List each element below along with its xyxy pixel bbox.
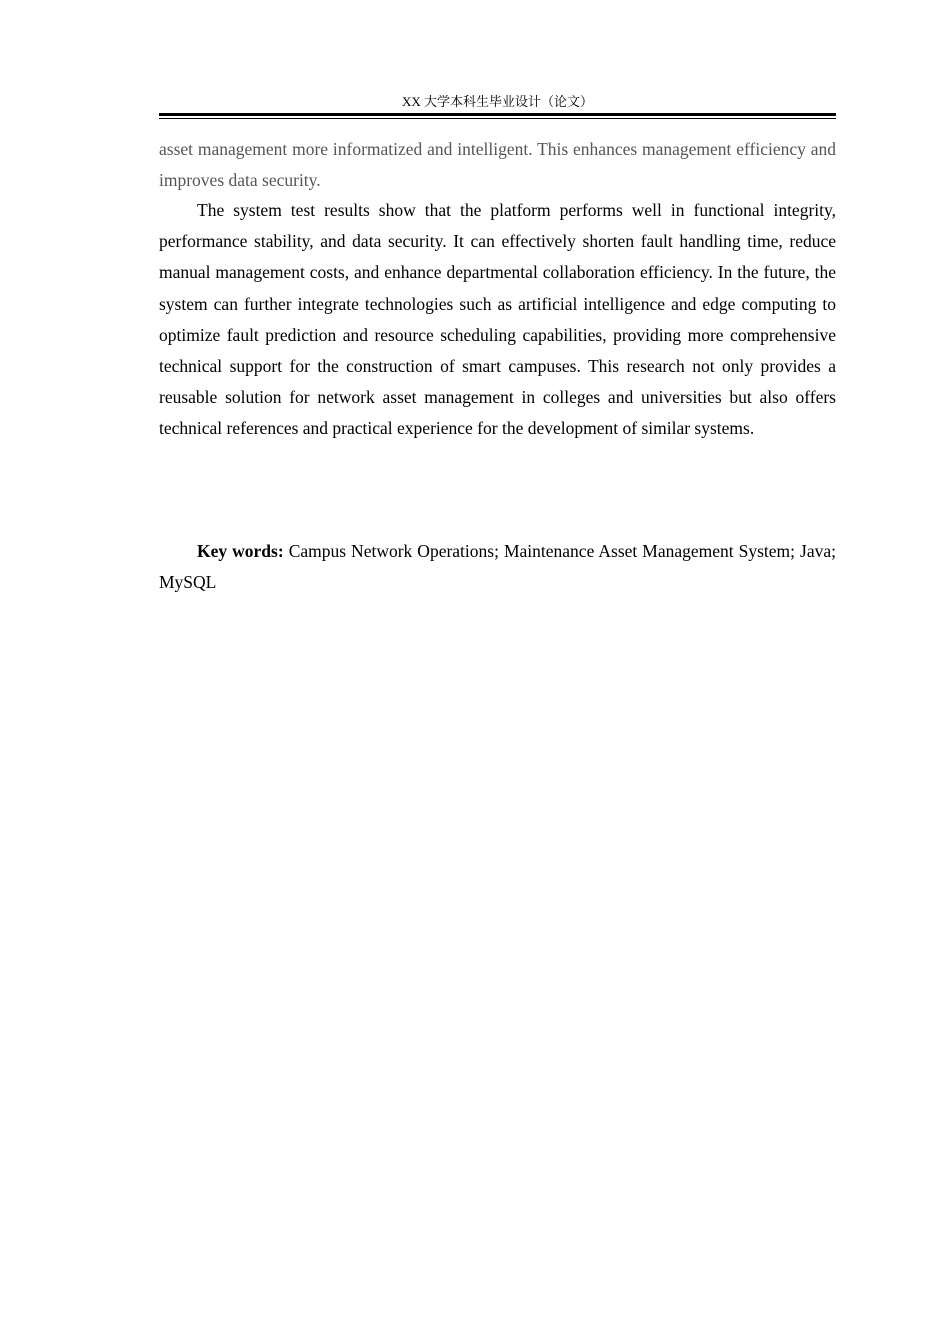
header-rule-thin [159, 118, 836, 119]
keywords-text: Campus Network Operations; Maintenance Asset Management System; Java; MySQL [159, 541, 837, 593]
continued-paragraph: asset management more informatized and intelligent. This enhances management efficiency and improves data security. [159, 139, 836, 191]
keywords-label: Key words: [197, 541, 284, 561]
keywords-line [159, 536, 836, 598]
header-rule-thick [159, 113, 836, 116]
page-header: XX 大学本科生毕业设计（论文） [401, 94, 594, 109]
abstract-paragraph: The system test results show that the platform performs well in functional integrity, performance stability, and data security. It can effectively shorten fault handling time, reduce manual management costs, and enhance departmental collaboration efficiency. In the future, the system can further integrate technologies such as artificial intelligence and edge computing to optimize fault prediction and resource scheduling capabilities, providing more comprehensive technical support for the construction of smart campuses. This research not only provides a reusable solution for network asset management in colleges and universities but also offers technical references and practical experience for the development of similar systems. [159, 200, 836, 439]
